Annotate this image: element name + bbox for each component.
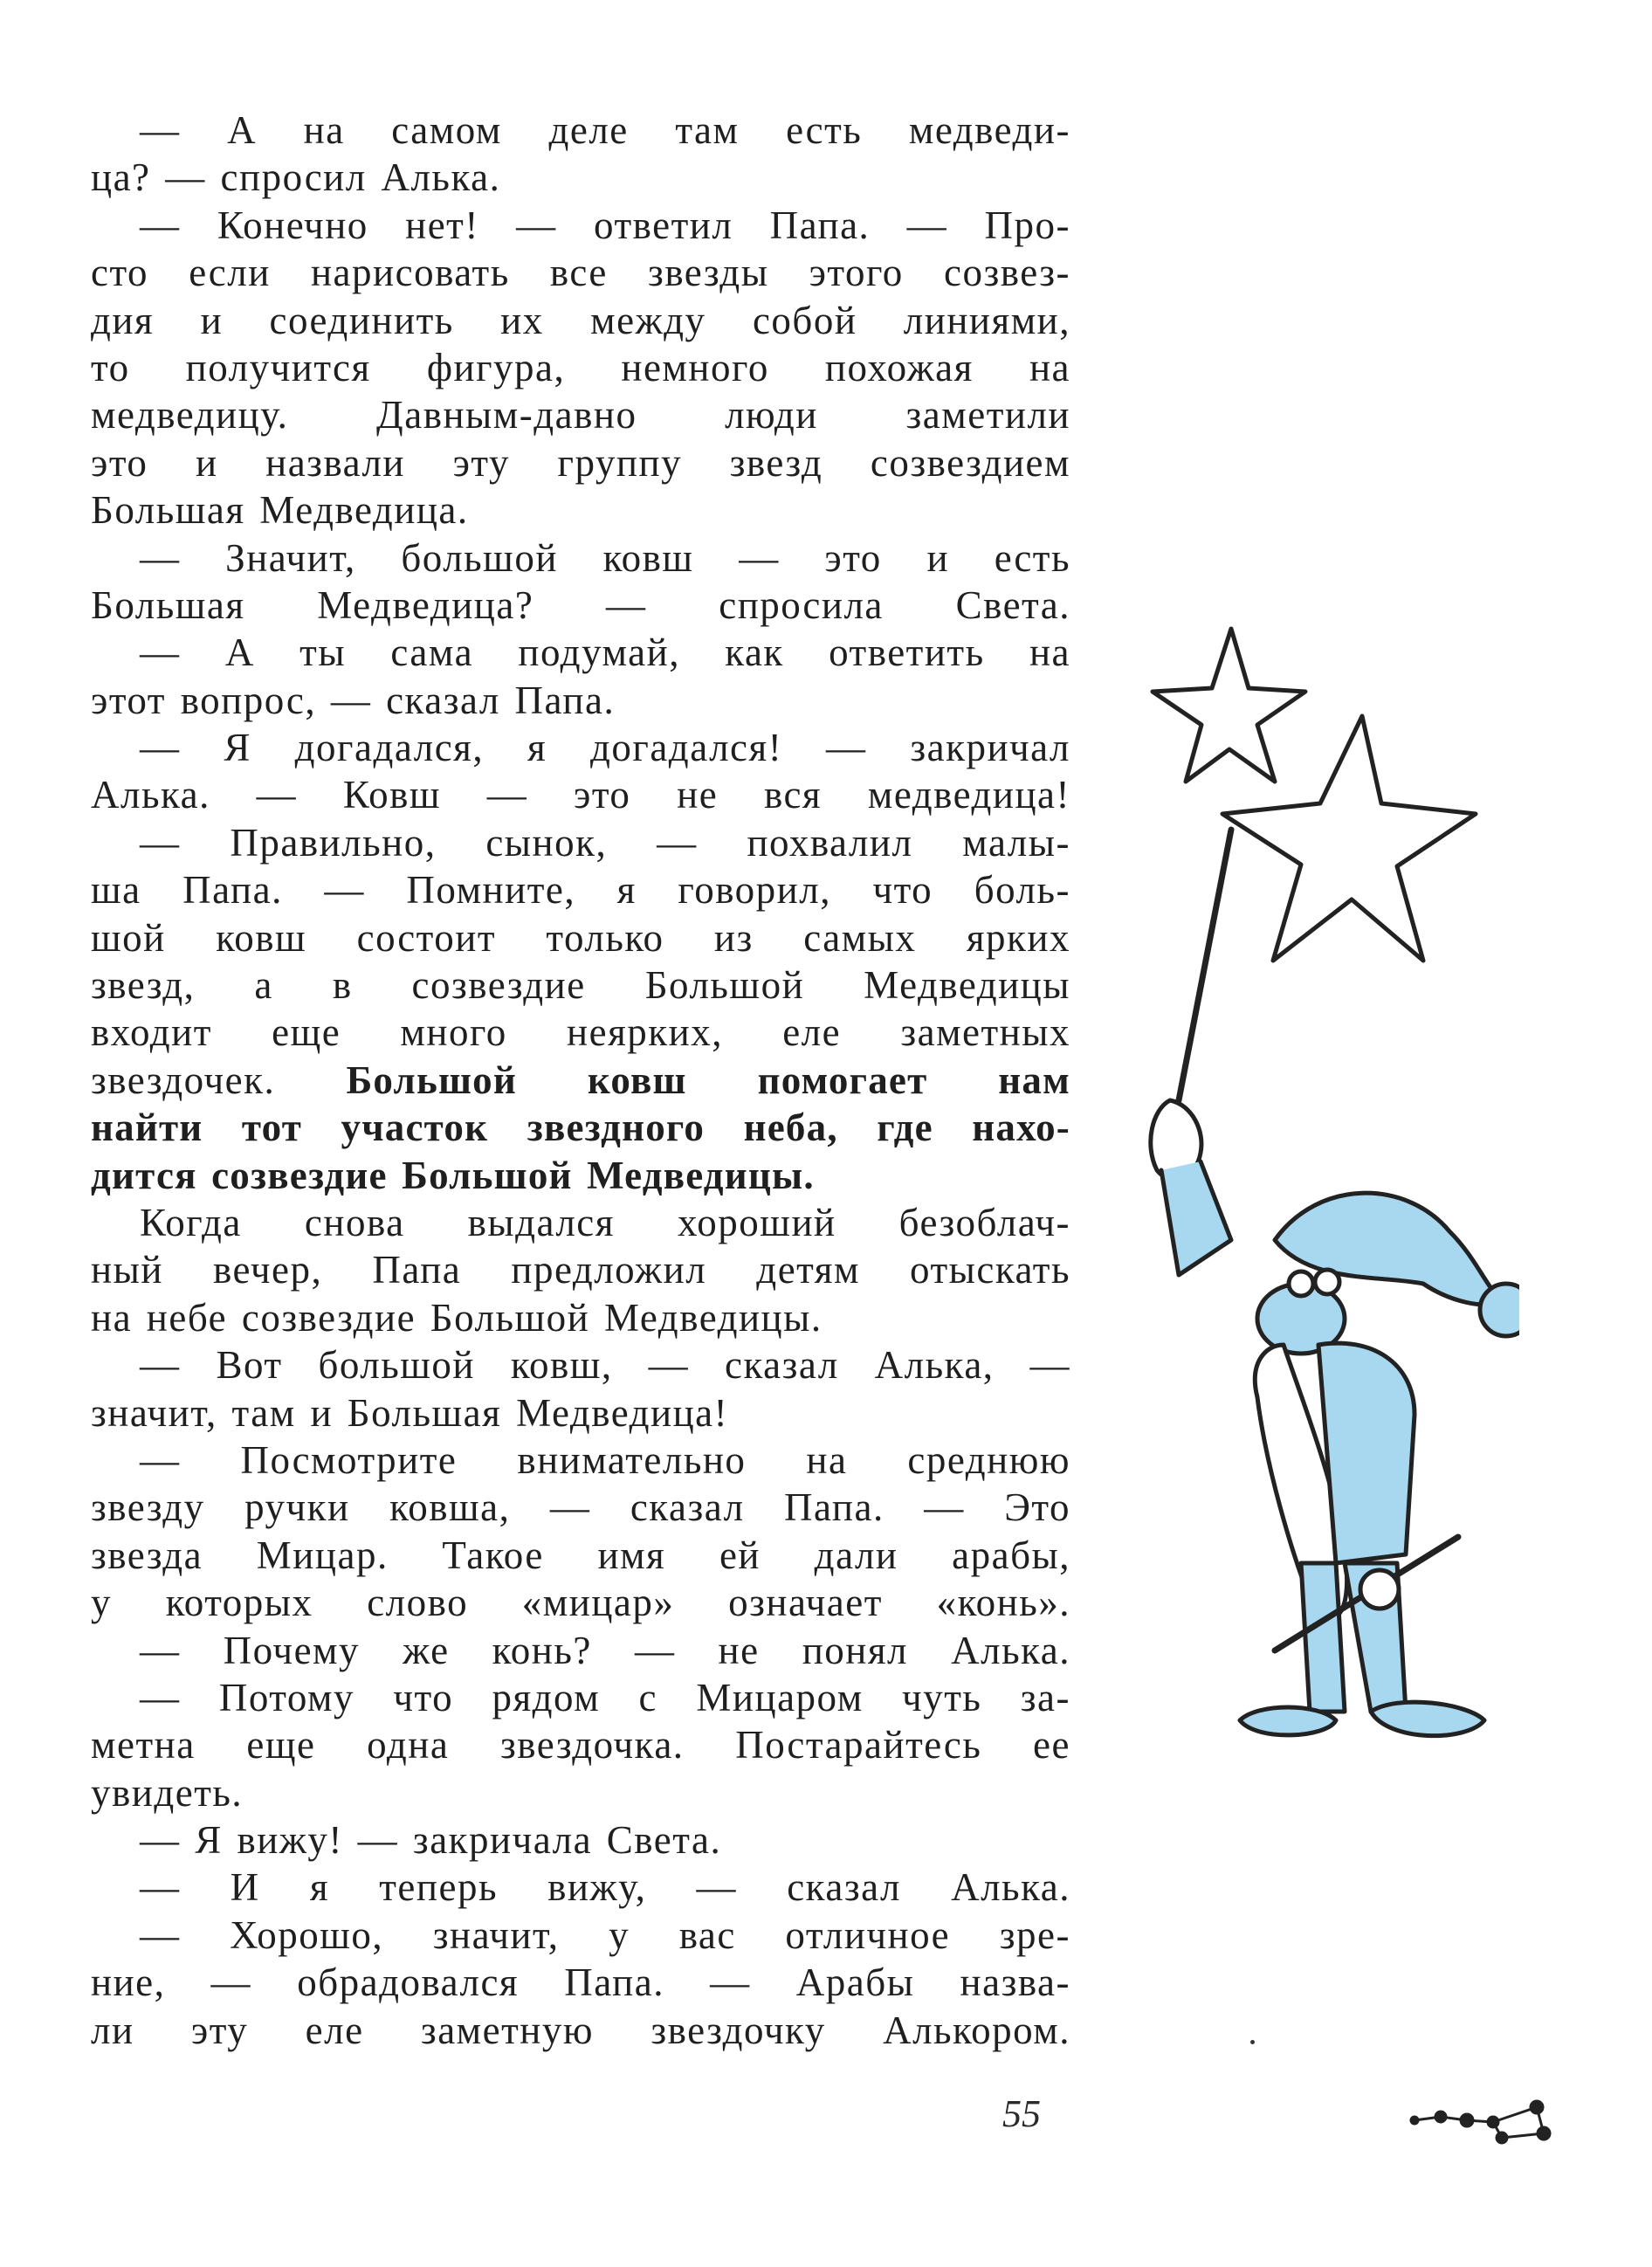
text-line bbox=[91, 1199, 1070, 1246]
text-line-content: ние, — обрадовался Папа. — Арабы назва- bbox=[91, 1960, 1070, 2005]
text-line bbox=[91, 1769, 1070, 1816]
text-line bbox=[91, 107, 1070, 154]
text-line-content: — Почему же конь? — не понял Алька. bbox=[140, 1628, 1070, 1672]
text-line bbox=[91, 1816, 1070, 1864]
text-line-content: шой ковш состоит только из самых ярких bbox=[91, 915, 1070, 960]
text-line bbox=[91, 1912, 1070, 1959]
text-line-content: Большая Медведица. bbox=[91, 488, 469, 533]
bold-emphasis: Большой ковш помогает нам bbox=[346, 1058, 1070, 1102]
text-line-content: этот вопрос, — сказал Папа. bbox=[91, 678, 616, 722]
body-text bbox=[91, 107, 1070, 2054]
text-line bbox=[91, 1864, 1070, 1911]
text-line bbox=[91, 1484, 1070, 1531]
text-line bbox=[91, 1294, 1070, 1341]
text-line-content: ша Папа. — Помните, я говорил, что боль- bbox=[91, 868, 1070, 913]
text-line bbox=[91, 1341, 1070, 1388]
text-line bbox=[91, 771, 1070, 818]
text-line bbox=[91, 1246, 1070, 1293]
text-line-content: звезду ручки ковша, — сказал Папа. — Это bbox=[91, 1485, 1070, 1530]
text-line-content: — Потому что рядом с Мицаром чуть за- bbox=[140, 1675, 1070, 1719]
text-line-content: — Посмотрите внимательно на среднюю bbox=[140, 1437, 1070, 1482]
text-line-content: дия и соединить их между собой линиями, bbox=[91, 298, 1070, 342]
text-line bbox=[91, 1959, 1070, 2006]
text-line-content: — Правильно, сынок, — похвалил малы- bbox=[140, 820, 1070, 865]
text-line-content: — Хорошо, значит, у вас отличное зре- bbox=[140, 1912, 1070, 1957]
text-line bbox=[91, 1532, 1070, 1579]
text-line bbox=[91, 1627, 1070, 1674]
text-line bbox=[91, 724, 1070, 771]
text-line-content: увидеть. bbox=[91, 1770, 244, 1815]
page-number: 55 bbox=[1002, 2092, 1041, 2135]
text-line-content: найти тот участок звездного неба, где нахо- bbox=[91, 1106, 1070, 1150]
text-line bbox=[91, 1009, 1070, 1056]
text-line-content: значит, там и Большая Медведица! bbox=[91, 1390, 729, 1435]
text-line bbox=[91, 391, 1070, 438]
text-line-content: звездочек. bbox=[91, 1058, 276, 1102]
text-line-content: дится созвездие Большой Медведицы. bbox=[91, 1153, 815, 1197]
text-line bbox=[91, 1104, 1070, 1151]
text-line bbox=[91, 2007, 1070, 2054]
text-line-content: метна еще одна звездочка. Постарайтесь ее bbox=[91, 1723, 1070, 1767]
text-line bbox=[91, 486, 1070, 534]
text-line bbox=[91, 1437, 1070, 1484]
text-line bbox=[91, 866, 1070, 913]
text-line bbox=[91, 629, 1070, 676]
text-line bbox=[91, 249, 1070, 296]
text-line bbox=[91, 819, 1070, 866]
gnome-with-star-wand-icon bbox=[1118, 611, 1519, 1799]
text-line bbox=[91, 534, 1070, 582]
text-line-content: — А на самом деле там есть медведи- bbox=[140, 108, 1070, 152]
text-line bbox=[91, 914, 1070, 961]
text-line bbox=[91, 1152, 1070, 1199]
text-line bbox=[91, 1057, 1070, 1104]
text-line-content: — Вот большой ковш, — сказал Алька, — bbox=[140, 1343, 1070, 1388]
text-line-content: входит еще много неярких, еле заметных bbox=[91, 1010, 1070, 1055]
big-dipper-icon bbox=[1406, 2094, 1554, 2146]
text-line-content: медведицу. Давным-давно люди заметили bbox=[91, 393, 1070, 438]
text-line-content: то получится фигура, немного похожая на bbox=[91, 345, 1070, 389]
text-line-content: — Я вижу! — закричала Света. bbox=[140, 1818, 722, 1863]
ink-dot bbox=[1250, 2040, 1255, 2044]
text-line-content: — Я догадался, я догадался! — закричал bbox=[140, 726, 1070, 770]
text-line-content: на небе созвездие Большой Медведицы. bbox=[91, 1295, 823, 1340]
text-line bbox=[91, 439, 1070, 486]
text-line-content: — И я теперь вижу, — сказал Алька. bbox=[140, 1865, 1070, 1910]
text-line-content: Когда снова выдался хороший безоблач- bbox=[140, 1200, 1070, 1244]
text-line bbox=[91, 1579, 1070, 1626]
text-line-content: Большая Медведица? — спросила Света. bbox=[91, 582, 1070, 627]
text-line bbox=[91, 154, 1070, 201]
text-line bbox=[91, 344, 1070, 391]
text-line-content: — Конечно нет! — ответил Папа. — Про- bbox=[140, 203, 1070, 247]
text-line bbox=[91, 1389, 1070, 1437]
text-line-content: у которых слово «мицар» означает «конь». bbox=[91, 1581, 1070, 1625]
text-line-content: ный вечер, Папа предложил детям отыскать bbox=[91, 1248, 1070, 1292]
text-line bbox=[91, 582, 1070, 629]
text-line-content: звезд, а в созвездие Большой Медведицы bbox=[91, 963, 1070, 1008]
text-line-content: звезда Мицар. Такое имя ей дали арабы, bbox=[91, 1533, 1070, 1577]
text-line-content: — А ты сама подумай, как ответить на bbox=[140, 630, 1070, 675]
text-line bbox=[91, 1721, 1070, 1768]
text-line bbox=[91, 961, 1070, 1009]
text-line-content: ли эту еле заметную звездочку Алькором. bbox=[91, 2008, 1070, 2052]
text-line-content: Алька. — Ковш — это не вся медведица! bbox=[91, 773, 1070, 817]
text-line bbox=[91, 297, 1070, 344]
text-line bbox=[91, 677, 1070, 724]
text-line-content: ца? — спросил Алька. bbox=[91, 155, 501, 200]
text-line bbox=[91, 202, 1070, 249]
text-line-content: это и назвали эту группу звезд созвездием bbox=[91, 440, 1070, 485]
text-line-content: — Значит, большой ковш — это и есть bbox=[140, 535, 1070, 580]
text-line-content: сто если нарисовать все звезды этого созвез- bbox=[91, 251, 1070, 295]
text-line bbox=[91, 1674, 1070, 1721]
